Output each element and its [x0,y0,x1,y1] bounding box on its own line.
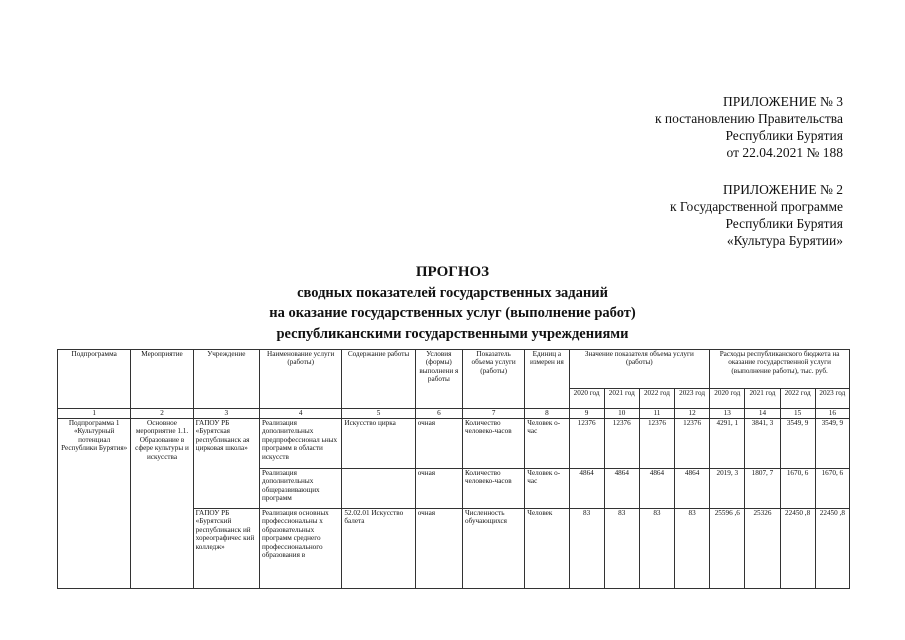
institution-cell: ГАПОУ РБ «Бурятская республиканск ая цирковая школа» [193,419,259,509]
volume-cell: 12376 [639,419,674,469]
expense-cell: 1670, 6 [780,469,815,509]
content-cell [342,469,415,509]
header-cell: Единиц а измерен ия [525,350,569,409]
year-cell: 2022 год [780,389,815,409]
expense-cell: 4291, 1 [710,419,745,469]
year-cell: 2023 год [815,389,849,409]
volume-cell: 83 [675,509,710,589]
column-number: 6 [415,409,462,419]
appendix-3-line: ПРИЛОЖЕНИЕ № 3 [722,94,843,109]
volume-cell: 83 [569,509,604,589]
volume-cell: 4864 [604,469,639,509]
expense-cell: 3549, 9 [815,419,849,469]
subprogram-cell-continued [58,469,131,509]
title-line: на оказание государственных услуг (выполнение работ) [269,305,636,321]
volume-cell: 12376 [569,419,604,469]
event-cell-continued [131,469,193,509]
header-group-cell: Расходы республиканского бюджета на оказание государственной услуги (выполнение работы), тыс. руб. [710,350,850,389]
year-cell: 2021 год [745,389,780,409]
header-cell: Учреждение [193,350,259,409]
year-cell: 2023 год [675,389,710,409]
service-cell: Реализация дополнительных предпрофессионал ьных программ в области искусств [259,419,341,469]
content-cell: Искусство цирка [342,419,415,469]
appendix-3-line: к постановлению Правительства [654,111,843,126]
column-number: 7 [462,409,524,419]
volume-cell: 4864 [675,469,710,509]
volume-cell: 12376 [675,419,710,469]
table-row [58,419,850,469]
event-cell: Основное мероприятие 1.1. Образование в сфере культуры и искусства [131,419,193,469]
unit-cell: Человек о-час [525,419,569,469]
column-number: 5 [342,409,415,419]
volume-cell: 12376 [604,419,639,469]
expense-cell: 22450 ,8 [815,509,849,589]
column-number: 11 [639,409,674,419]
service-cell: Реализация основных профессиональны х образовательных программ среднего профессионального образования в [259,509,341,589]
header-cell: Содержание работы [342,350,415,409]
document-title [0,262,905,344]
appendix-3-block [655,93,843,161]
column-number: 2 [131,409,193,419]
column-number: 13 [710,409,745,419]
expense-cell: 25326 [745,509,780,589]
expense-cell: 1670, 6 [815,469,849,509]
indicator-cell: Численность обучающихся [462,509,524,589]
appendix-2-line: ПРИЛОЖЕНИЕ № 2 [722,182,843,197]
volume-cell: 83 [639,509,674,589]
header-cell: Мероприятие [131,350,193,409]
subprogram-cell-continued [58,509,131,589]
indicator-cell: Количество человеко-часов [462,419,524,469]
volume-cell: 83 [604,509,639,589]
header-cell: Условия (формы) выполнени я работы [415,350,462,409]
column-number: 15 [780,409,815,419]
appendix-2-block [670,181,843,249]
column-number: 1 [58,409,131,419]
appendix-2-line: к Государственной программе [669,199,843,214]
column-number: 12 [675,409,710,419]
year-cell: 2021 год [604,389,639,409]
title-line: ПРОГНОЗ [415,264,490,280]
column-number: 3 [193,409,259,419]
year-cell: 2020 год [710,389,745,409]
service-cell: Реализация дополнительных общеразвивающих программ [259,469,341,509]
expense-cell: 25596 ,6 [710,509,745,589]
institution-cell: ГАПОУ РБ «Бурятский республиканск ий хореографичес кий колледж» [193,509,259,589]
column-number: 16 [815,409,849,419]
year-cell: 2020 год [569,389,604,409]
expense-cell: 3841, 3 [745,419,780,469]
conditions-cell: очная [415,509,462,589]
conditions-cell: очная [415,469,462,509]
unit-cell: Человек [525,509,569,589]
header-group-cell: Значение показателя объема услуги (работы) [569,350,710,389]
table-row [58,469,850,509]
column-number: 14 [745,409,780,419]
column-number: 10 [604,409,639,419]
event-cell-continued [131,509,193,589]
column-number: 9 [569,409,604,419]
table-row [58,509,850,589]
column-number: 8 [525,409,569,419]
title-line: республиканскими государственными учреждениями [276,325,629,342]
volume-cell: 4864 [569,469,604,509]
header-cell: Подпрограмма [58,350,131,409]
appendix-2-line: Республики Бурятия [725,216,843,231]
volume-cell: 4864 [639,469,674,509]
header-cell: Показатель объема услуги (работы) [462,350,524,409]
appendix-3-line: Республики Бурятия [725,128,843,143]
year-cell: 2022 год [639,389,674,409]
appendix-3-line: от 22.04.2021 № 188 [726,145,843,160]
expense-cell: 3549, 9 [780,419,815,469]
header-row [58,350,850,389]
column-number-row [58,409,850,419]
column-number: 4 [259,409,341,419]
expense-cell: 22450 ,8 [780,509,815,589]
expense-cell: 1807, 7 [745,469,780,509]
expense-cell: 2019, 3 [710,469,745,509]
unit-cell: Человек о-час [525,469,569,509]
appendix-2-line: «Культура Бурятии» [726,233,843,248]
title-line: сводных показателей государственных заданий [297,284,608,301]
subprogram-cell: Подпрограмма 1 «Культурный потенциал Республики Бурятия» [58,419,131,469]
content-cell: 52.02.01 Искусство балета [342,509,415,589]
forecast-table [57,349,850,589]
conditions-cell: очная [415,419,462,469]
header-cell: Наименование услуги (работы) [259,350,341,409]
indicator-cell: Количество человеко-часов [462,469,524,509]
